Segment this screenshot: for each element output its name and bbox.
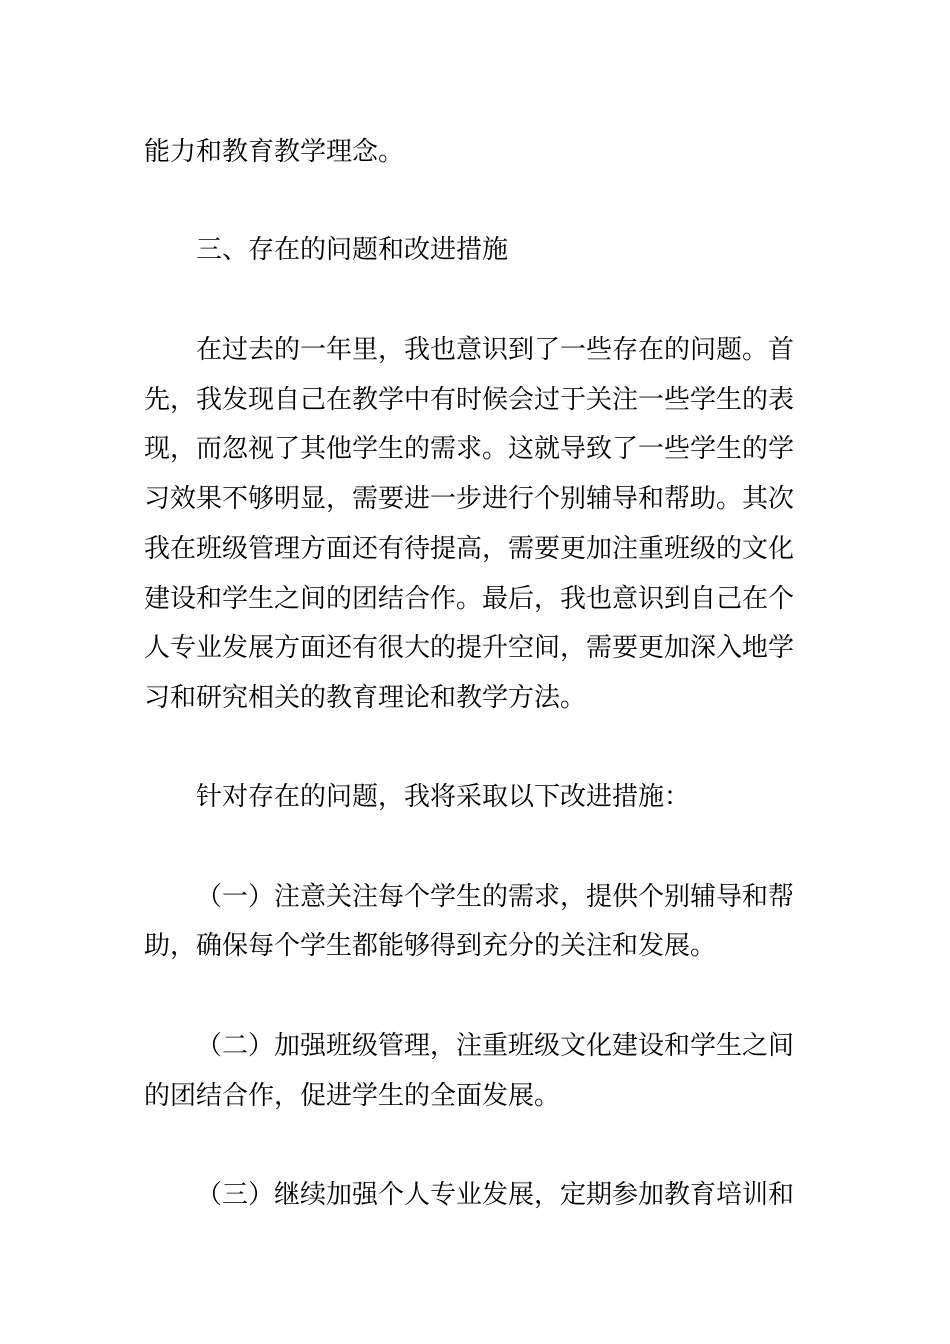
paragraph-line: 习和研究相关的教育理论和教学方法。 bbox=[144, 683, 587, 713]
paragraph-line: 在过去的一年里，我也意识到了一些存在的问题。首 bbox=[196, 335, 795, 365]
list-item-line: 助，确保每个学生都能够得到充分的关注和发展。 bbox=[144, 931, 717, 961]
list-item-line: （三）继续加强个人专业发展，定期参加教育培训和 bbox=[196, 1180, 795, 1210]
paragraph-line: 我在班级管理方面还有待提高，需要更加注重班级的文化 bbox=[144, 534, 795, 564]
list-item-line: （一）注意关注每个学生的需求，提供个别辅导和帮 bbox=[196, 882, 795, 912]
paragraph-line: 习效果不够明显，需要进一步进行个别辅导和帮助。其次 bbox=[144, 484, 795, 514]
paragraph-continuation-line: 能力和教育教学理念。 bbox=[144, 137, 405, 167]
list-item-line: （二）加强班级管理，注重班级文化建设和学生之间 bbox=[196, 1031, 795, 1061]
list-item-line: 的团结合作，促进学生的全面发展。 bbox=[144, 1081, 561, 1111]
paragraph-line: 建设和学生之间的团结合作。最后，我也意识到自己在个 bbox=[144, 584, 795, 614]
paragraph-line: 先，我发现自己在教学中有时候会过于关注一些学生的表 bbox=[144, 385, 795, 415]
paragraph-line: 现，而忽视了其他学生的需求。这就导致了一些学生的学 bbox=[144, 434, 795, 464]
section-heading: 三、存在的问题和改进措施 bbox=[196, 235, 509, 265]
paragraph-line: 人专业发展方面还有很大的提升空间，需要更加深入地学 bbox=[144, 633, 795, 663]
paragraph-line: 针对存在的问题，我将采取以下改进措施： bbox=[196, 782, 691, 812]
